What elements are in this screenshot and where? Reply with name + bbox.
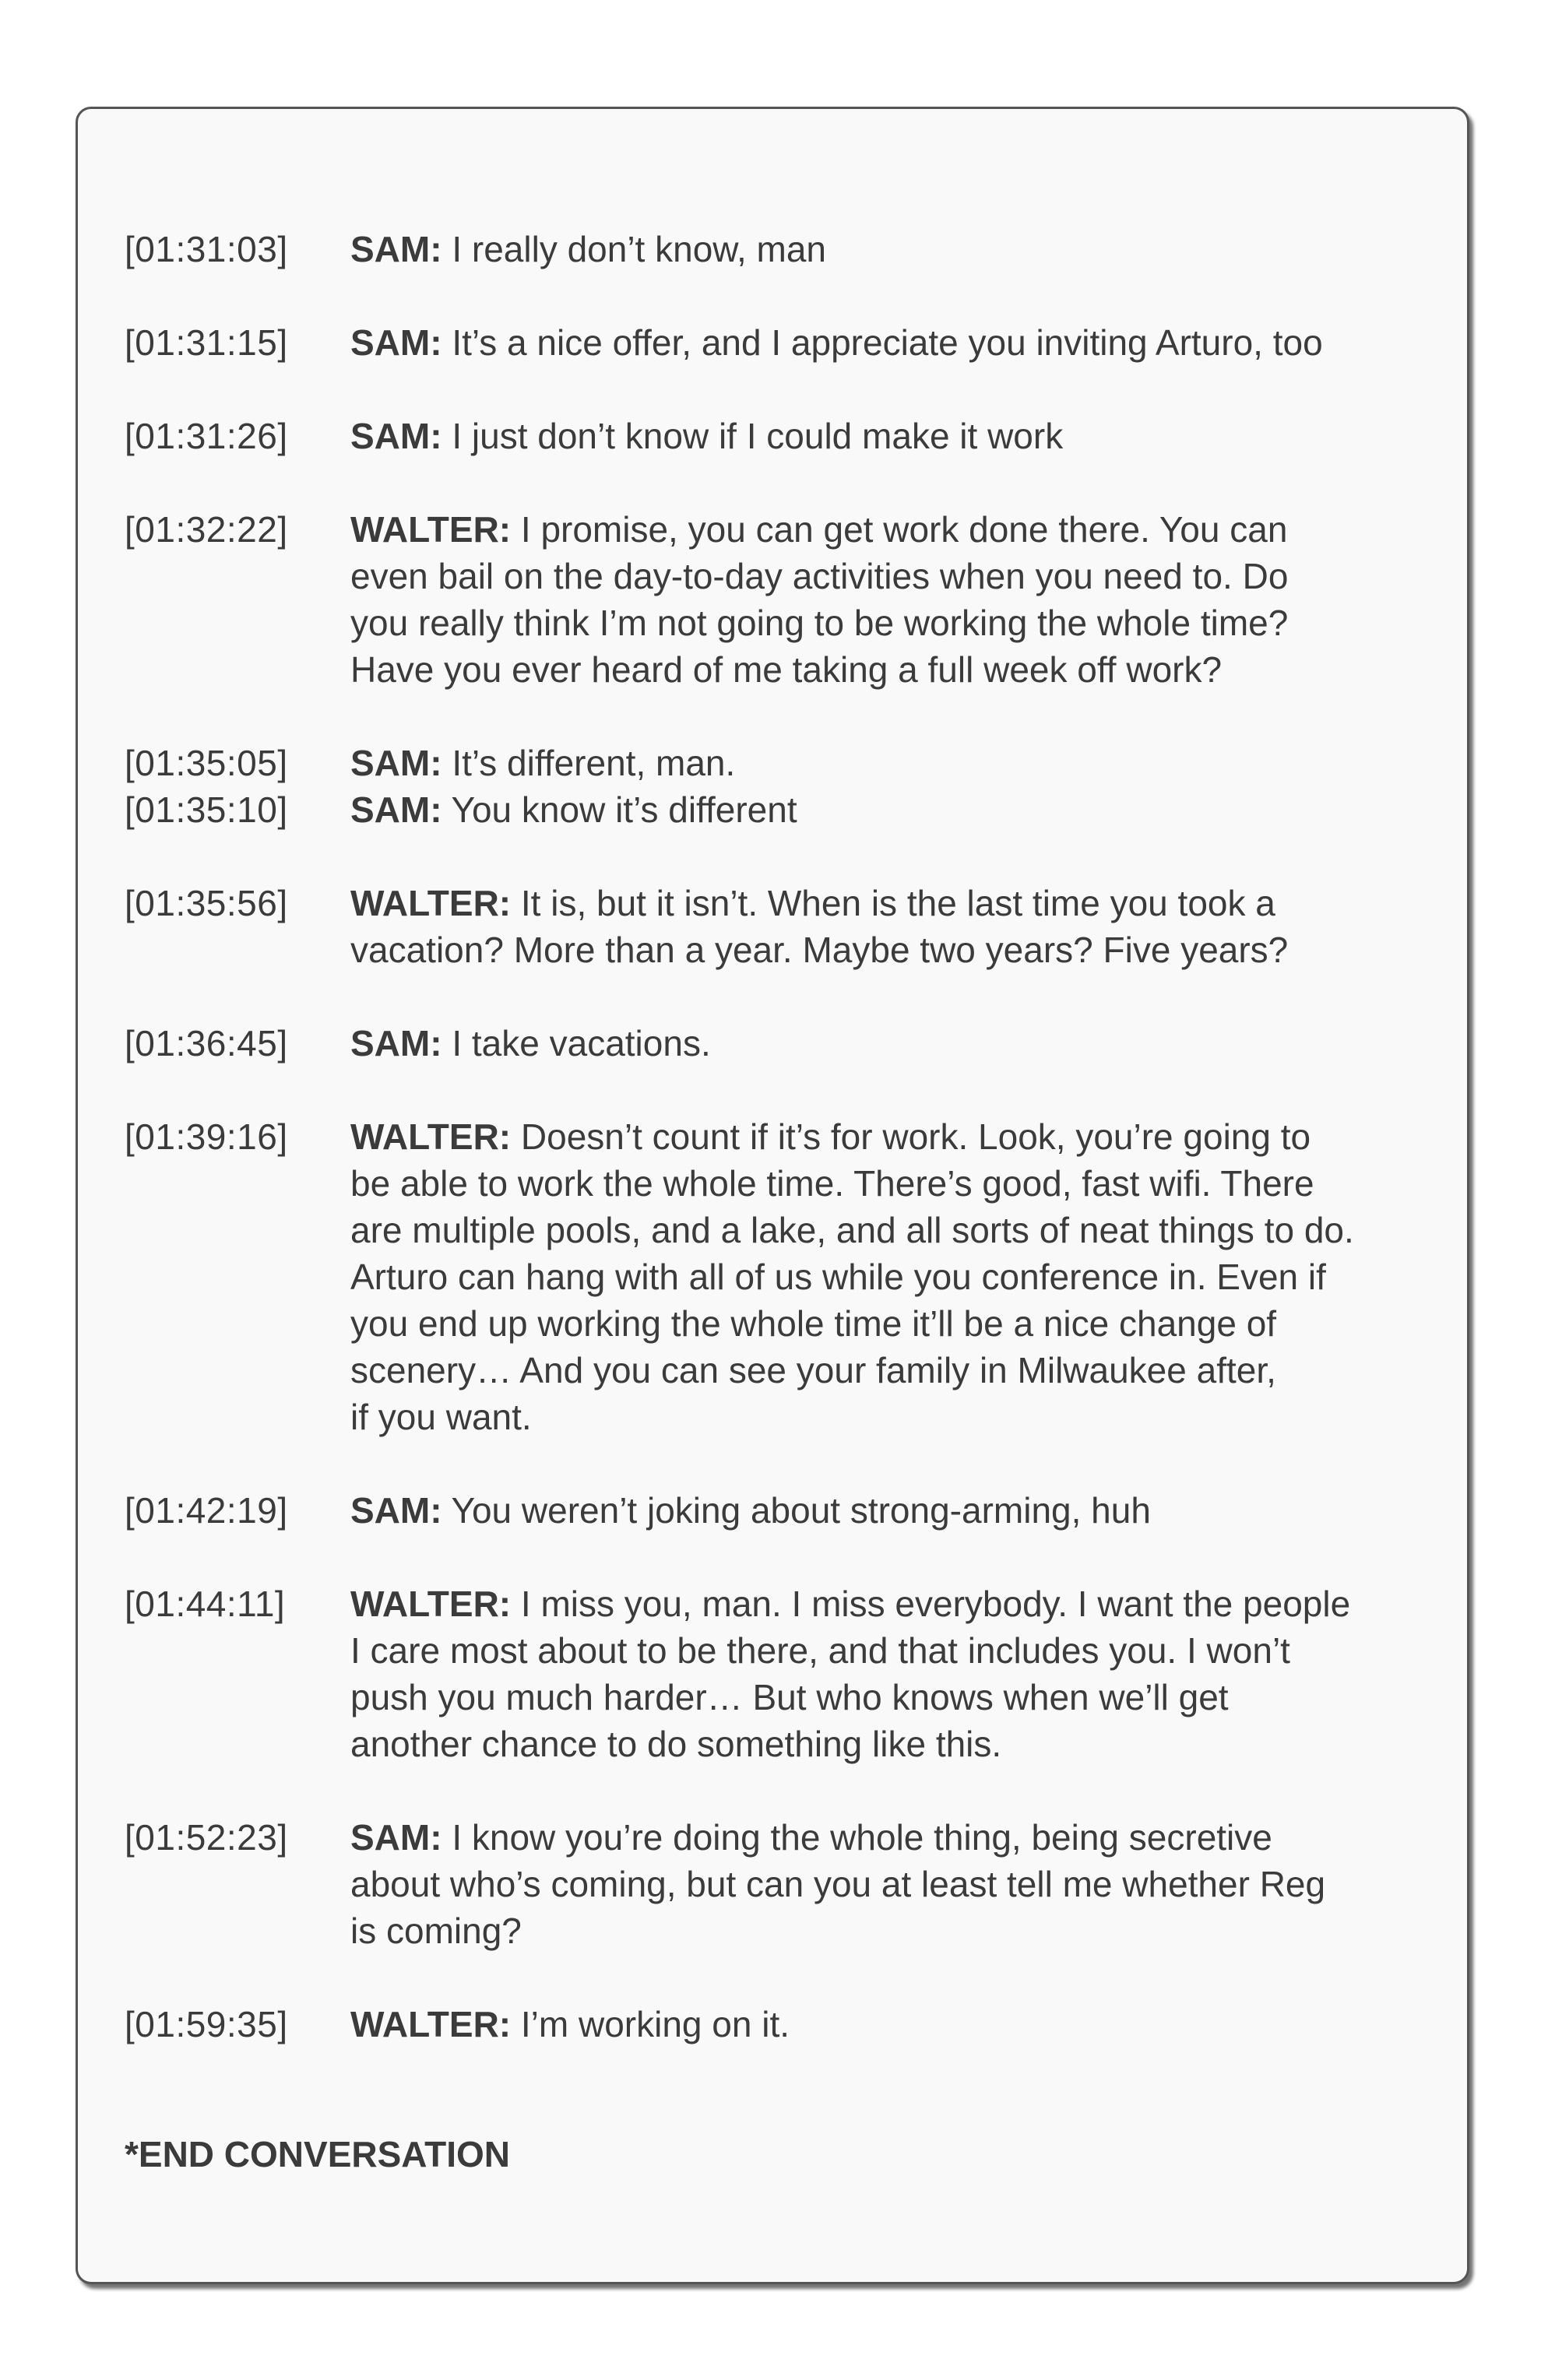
message-line [350,1113,1448,1160]
message-line [350,1487,1448,1534]
timestamp: [01:59:35] [125,2004,288,2044]
message [350,2001,1448,2048]
message-line: you really think I’m not going to be working the whole time? [350,603,1289,643]
message-text: I promise, you can get work done there. You can [520,509,1288,550]
timestamp: [01:36:45] [125,1023,288,1063]
message-line: scenery… And you can see your family in Milwaukee after, [350,1350,1276,1390]
message-line: about who’s coming, but can you at least tell me whether Reg [350,1864,1326,1904]
speaker-name: WALTER: [350,1116,512,1157]
timestamp: [01:42:19] [125,1490,288,1531]
message-line: another chance to do something like this. [350,1724,1002,1764]
message-text: I’m working on it. [520,2004,790,2044]
message-text: I just don’t know if I could make it work [452,416,1064,456]
message-text: I take vacations. [452,1023,711,1063]
timestamp: [01:31:26] [125,416,288,456]
timestamp: [01:31:15] [125,322,288,363]
speaker-name: SAM: [350,322,442,363]
message-line: if you want. [350,1397,532,1437]
speaker-name: SAM: [350,1817,442,1858]
message [350,226,1448,272]
timestamp: [01:52:23] [125,1817,288,1858]
message-line [350,880,1448,926]
message-text: I really don’t know, man [452,229,827,269]
message-line [350,1814,1448,1861]
message-line: is coming? [350,1911,522,1951]
message-line: I care most about to be there, and that includes you. I won’t [350,1630,1290,1671]
speaker-name: WALTER: [350,883,512,923]
message [350,740,1448,786]
message-line: vacation? More than a year. Maybe two years? Five years? [350,930,1289,970]
message-line [350,1580,1448,1627]
message-line [350,226,1448,272]
message-text: It is, but it isn’t. When is the last time you took a [520,883,1275,923]
message-line [350,740,1448,786]
message-text: I miss you, man. I miss everybody. I want the people [520,1584,1351,1624]
message [350,1020,1448,1067]
message [350,1487,1448,1534]
message-line [350,1020,1448,1067]
message [350,1113,1448,1440]
message-line: push you much harder… But who knows when we’ll get [350,1677,1229,1717]
timestamp: [01:35:05] [125,743,288,783]
message-line: you end up working the whole time it’ll be a nice change of [350,1303,1277,1344]
speaker-name: SAM: [350,789,442,830]
timestamp: [01:35:56] [125,883,288,923]
timestamp: [01:32:22] [125,509,288,550]
message [350,319,1448,366]
message-text: It’s different, man. [452,743,736,783]
speaker-name: WALTER: [350,509,512,550]
message-line: Have you ever heard of me taking a full week off work? [350,649,1223,690]
message-line [350,2001,1448,2048]
message [350,413,1448,459]
message [350,880,1448,973]
message-line: even bail on the day-to-day activities when you need to. Do [350,556,1289,596]
speaker-name: SAM: [350,229,442,269]
message [350,1814,1448,1954]
speaker-name: SAM: [350,1023,442,1063]
speaker-name: SAM: [350,1490,442,1531]
timestamp: [01:44:11] [125,1584,286,1624]
message-text: You know it’s different [451,789,797,830]
message-text: I know you’re doing the whole thing, being secretive [452,1817,1272,1858]
timestamp: [01:35:10] [125,789,288,830]
message-line [350,319,1448,366]
message-text: Doesn’t count if it’s for work. Look, you’re going to [520,1116,1311,1157]
speaker-name: WALTER: [350,2004,512,2044]
message-line [350,413,1448,459]
message-text: It’s a nice offer, and I appreciate you inviting Arturo, too [452,322,1323,363]
message-line: are multiple pools, and a lake, and all sorts of neat things to do. [350,1210,1354,1250]
message-line: be able to work the whole time. There’s good, fast wifi. There [350,1163,1314,1204]
speaker-name: WALTER: [350,1584,512,1624]
speaker-name: SAM: [350,416,442,456]
message [350,1580,1448,1767]
message-text: You weren’t joking about strong-arming, huh [451,1490,1151,1531]
message-line [350,506,1448,553]
message [350,786,1448,833]
timestamp: [01:39:16] [125,1116,288,1157]
transcript-card [76,107,1469,2284]
message-line: Arturo can hang with all of us while you conference in. Even if [350,1257,1326,1297]
message-line [350,786,1448,833]
speaker-name: SAM: [350,743,442,783]
message [350,506,1448,693]
timestamp: [01:31:03] [125,229,288,269]
end-conversation-label: *END CONVERSATION [125,2134,510,2174]
